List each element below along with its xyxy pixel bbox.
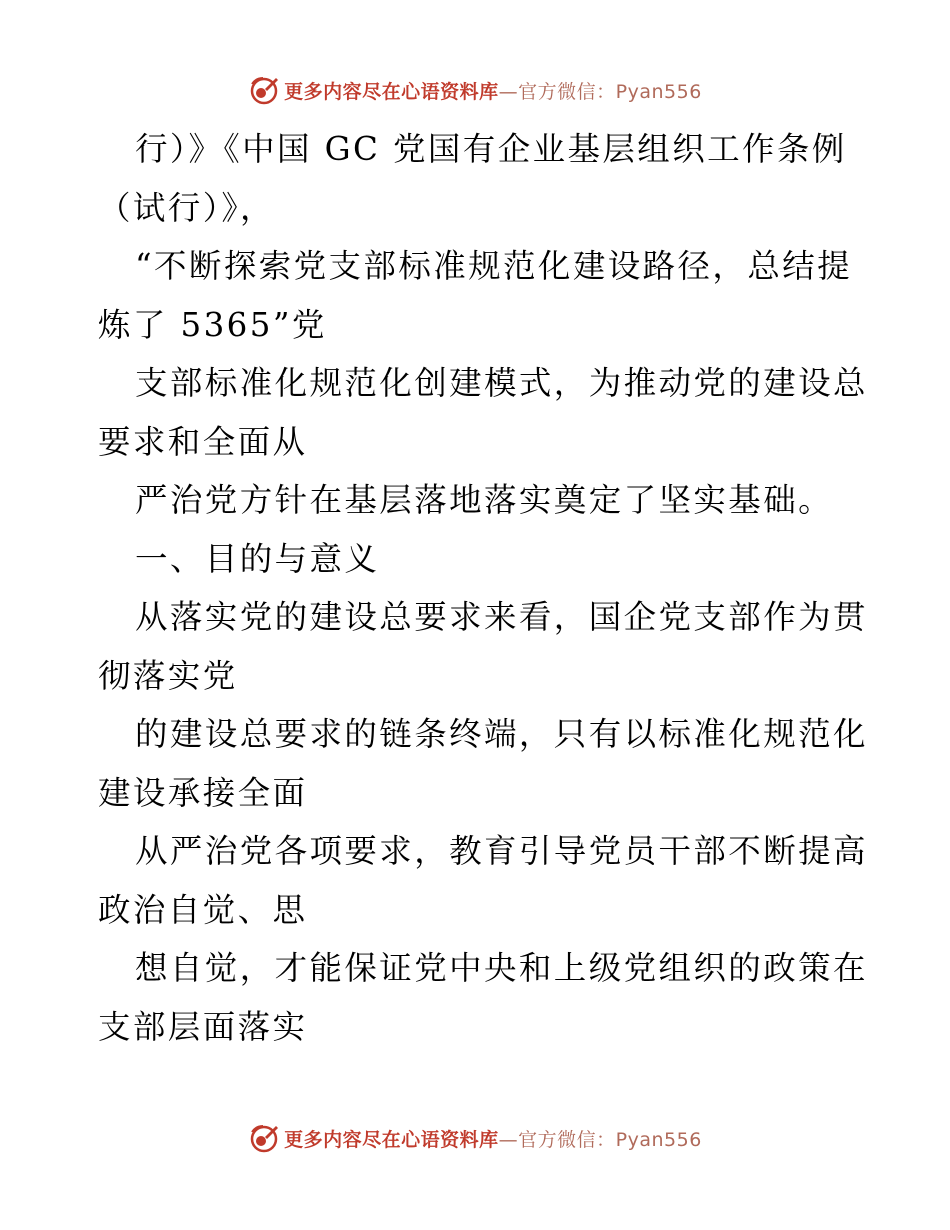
header-separator: — <box>498 80 519 103</box>
logo-icon <box>248 74 280 106</box>
footer-contact: 官方微信：Pyan556 <box>518 1128 702 1151</box>
text-line: 从落实党的建设总要求来看，国企党支部作为贯 <box>135 598 868 636</box>
text-line: 要求和全面从 <box>98 422 308 461</box>
logo-icon <box>248 1122 280 1154</box>
text-line: 行）》《中国 GC 党国有企业基层组织工作条例 <box>135 130 847 168</box>
header-banner <box>0 70 950 110</box>
text-line: 支部标准化规范化创建模式，为推动党的建设总 <box>135 364 868 402</box>
document-body <box>98 120 868 1056</box>
text-line: 想自觉，才能保证党中央和上级党组织的政策在 <box>135 949 868 987</box>
text-line: 政治自觉、思 <box>98 890 308 929</box>
footer-brand: 更多内容尽在心语资料库 <box>284 1128 499 1151</box>
header-brand: 更多内容尽在心语资料库 <box>284 80 499 103</box>
footer-separator: — <box>498 1128 519 1151</box>
text-line: 严治党方针在基层落地落实奠定了坚实基础。 <box>135 481 834 519</box>
header-contact: 官方微信：Pyan556 <box>518 80 702 103</box>
text-line: （试行）》， <box>98 188 275 227</box>
text-line: “不断探索党支部标准规范化建设路径，总结提 <box>135 247 853 285</box>
footer-banner <box>0 1118 950 1158</box>
text-line: 一、目的与意义 <box>135 539 380 578</box>
text-line: 彻落实党 <box>98 656 238 695</box>
text-line: 的建设总要求的链条终端，只有以标准化规范化 <box>135 715 868 753</box>
text-line: 建设承接全面 <box>98 773 308 812</box>
text-line: 炼了 5365”党 <box>98 305 327 344</box>
text-line: 支部层面落实 <box>98 1007 308 1046</box>
text-line: 从严治党各项要求，教育引导党员干部不断提高 <box>135 832 868 870</box>
